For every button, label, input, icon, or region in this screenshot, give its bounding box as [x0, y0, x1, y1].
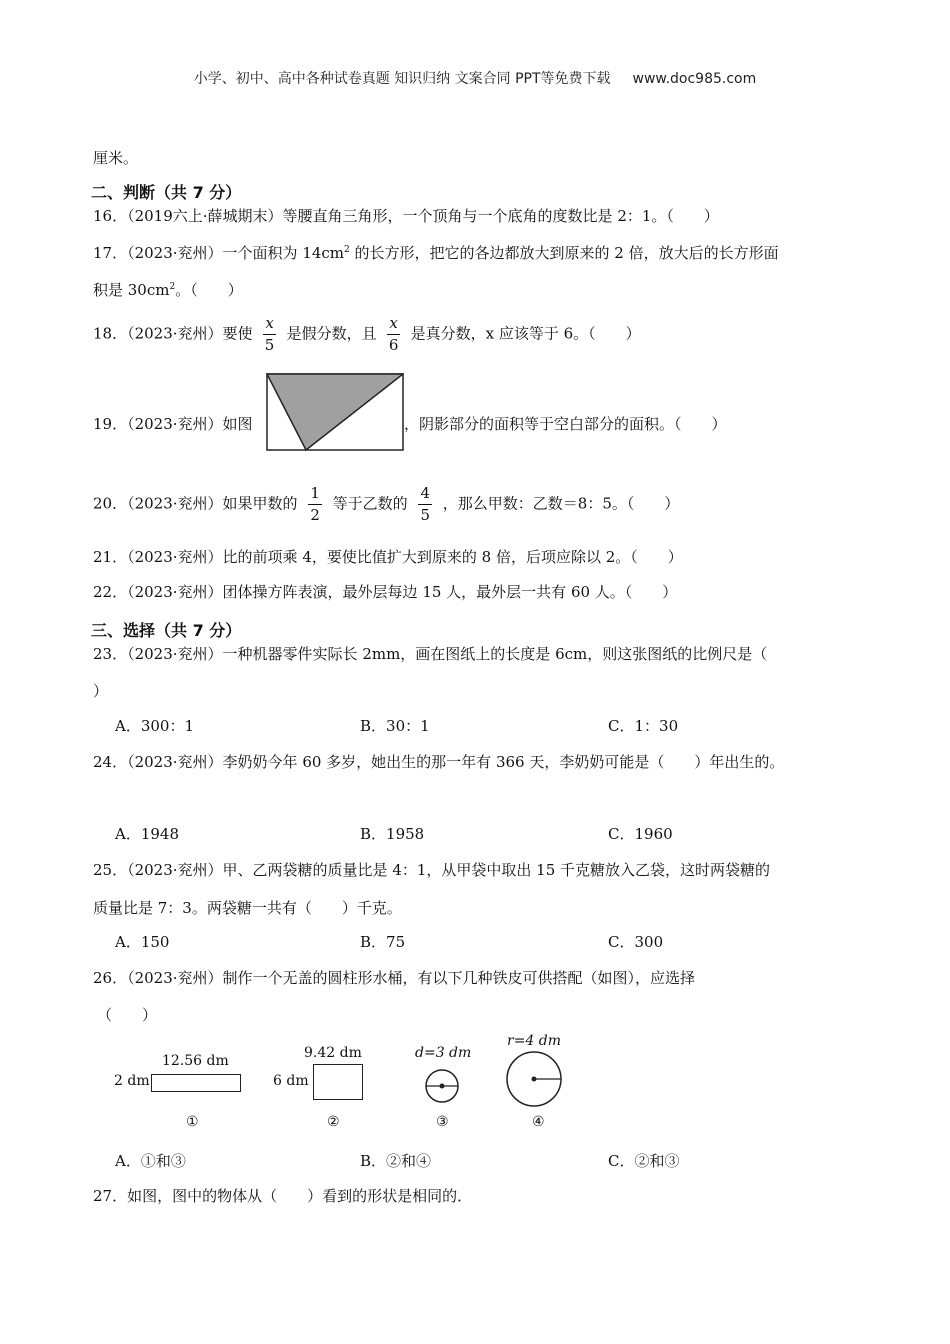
- q18-number: 18．: [93, 324, 128, 343]
- q25-source: （2023·兖州）: [127, 861, 223, 879]
- q26-option-c[interactable]: C．②和③: [608, 1152, 680, 1170]
- fig1-rectangle: [151, 1074, 241, 1092]
- question-24: [93, 751, 784, 772]
- q18-frac2-denominator: 6: [388, 336, 399, 354]
- q26-option-b[interactable]: B．②和④: [360, 1152, 432, 1170]
- q22-number: 22．: [93, 583, 128, 601]
- q21-source: （2023·兖州）: [127, 548, 223, 566]
- q24-option-c[interactable]: C．1960: [608, 825, 673, 843]
- q17-line2-a: 积是 30cm: [93, 281, 170, 299]
- fig4-top-label: r=4 dm: [507, 1033, 562, 1049]
- q18-mid: 是假分数，且: [286, 324, 377, 343]
- header-url[interactable]: www.doc985.com: [632, 71, 757, 87]
- question-16: [93, 205, 719, 226]
- question-23-line1: [93, 643, 767, 664]
- question-17-line2: [93, 279, 243, 300]
- q20-mid: 等于乙数的: [332, 494, 408, 513]
- fig4-mark: ④: [532, 1114, 545, 1130]
- q25-number: 25．: [93, 861, 128, 879]
- q18-fraction-1: [263, 316, 275, 353]
- q27-number: 27．: [93, 1187, 128, 1205]
- q17-line2-b: 。（ ）: [175, 281, 243, 299]
- q16-text: 等腰直角三角形，一个顶角与一个底角的度数比是 2：1。（ ）: [282, 207, 719, 225]
- q24-option-a[interactable]: A．1948: [115, 825, 180, 843]
- q23-source: （2023·兖州）: [127, 645, 223, 663]
- q25-text: 甲、乙两袋糖的质量比是 4：1，从甲袋中取出 15 千克糖放入乙袋，这时两袋糖的: [222, 861, 771, 879]
- q18-fraction-2: [387, 316, 399, 353]
- fig3-top-label: d=3 dm: [415, 1045, 472, 1061]
- section-2-title: 二、判断（共 7 分）: [91, 183, 242, 202]
- fig3-circle: [424, 1068, 460, 1104]
- q24-source: （2023·兖州）: [127, 753, 223, 771]
- question-17-line1: [93, 242, 779, 263]
- question-25-line1: [93, 859, 770, 880]
- q18-post: 是真分数，x 应该等于 6。（ ）: [410, 324, 641, 343]
- section-3-title: 三、选择（共 7 分）: [91, 621, 242, 640]
- question-22: [93, 581, 677, 602]
- q24-text: 李奶奶今年 60 多岁，她出生的那一年有 366 天，李奶奶可能是（ ）年出生的。: [222, 753, 785, 771]
- q19-source: （2023·兖州）: [127, 415, 223, 433]
- previous-line: 厘米。: [93, 149, 139, 167]
- fig2-rectangle: [313, 1064, 363, 1100]
- q20-frac2-denominator: 5: [420, 506, 431, 524]
- q20-fraction-1: [308, 486, 322, 523]
- header-text: 小学、初中、高中各种试卷真题 知识归纳 文案合同 PPT等免费下载: [193, 71, 611, 87]
- q20-frac1-numerator: 1: [308, 486, 322, 505]
- q20-post: ，那么甲数：乙数＝8：5。（ ）: [442, 494, 680, 513]
- fig3-mark: ③: [436, 1114, 449, 1130]
- q25-line2: 质量比是 7：3。两袋糖一共有（ ）千克。: [93, 899, 402, 917]
- q20-frac1-denominator: 2: [310, 506, 320, 524]
- q18-source: （2023·兖州）: [127, 324, 223, 343]
- question-26-line1: [93, 967, 695, 988]
- question-19-pre: [93, 413, 253, 434]
- question-21: [93, 546, 683, 567]
- q18-frac2-numerator: x: [387, 316, 399, 335]
- q21-text: 比的前项乘 4，要使比值扩大到原来的 8 倍，后项应除以 2。（ ）: [222, 548, 683, 566]
- q19-rectangle-figure: [266, 373, 404, 451]
- q20-fraction-2: [418, 486, 432, 523]
- fig2-side-label: 6 dm: [273, 1073, 309, 1089]
- q23-line2: ）: [93, 682, 109, 700]
- q26-line2: （ ）: [97, 1006, 158, 1024]
- q19-number: 19．: [93, 415, 128, 433]
- q25-option-c[interactable]: C．300: [608, 933, 664, 951]
- q23-number: 23．: [93, 645, 128, 663]
- q26-number: 26．: [93, 969, 128, 987]
- q25-option-a[interactable]: A．150: [115, 933, 170, 951]
- q22-text: 团体操方阵表演，最外层每边 15 人，最外层一共有 60 人。（ ）: [222, 583, 678, 601]
- q24-option-b[interactable]: B．1958: [360, 825, 425, 843]
- q24-number: 24．: [93, 753, 128, 771]
- q20-pre: 如果甲数的: [222, 494, 298, 513]
- q23-option-c[interactable]: C．1：30: [608, 717, 679, 735]
- q17-superscript: 2: [344, 245, 350, 255]
- q25-option-b[interactable]: B．75: [360, 933, 406, 951]
- question-20: [93, 486, 679, 523]
- q21-number: 21．: [93, 548, 128, 566]
- q26-text: 制作一个无盖的圆柱形水桶，有以下几种铁皮可供搭配（如图），应选择: [222, 969, 696, 987]
- q26-source: （2023·兖州）: [127, 969, 223, 987]
- q17-source: （2023·兖州）: [127, 244, 223, 262]
- q23-option-a[interactable]: A．300：1: [115, 717, 195, 735]
- q23-option-b[interactable]: B．30：1: [360, 717, 430, 735]
- q19-post: ，阴影部分的面积等于空白部分的面积。（ ）: [404, 415, 727, 433]
- fig3-center-dot: [440, 1084, 445, 1089]
- q18-pre: 要使: [222, 324, 253, 343]
- q22-source: （2023·兖州）: [127, 583, 223, 601]
- q26-option-a[interactable]: A．①和③: [115, 1152, 186, 1170]
- fig1-mark: ①: [186, 1114, 199, 1130]
- q18-frac1-denominator: 5: [264, 336, 275, 354]
- q18-frac1-numerator: x: [263, 316, 275, 335]
- q23-text: 一种机器零件实际长 2mm，画在图纸上的长度是 6cm，则这张图纸的比例尺是（: [222, 645, 768, 663]
- page-header: [0, 68, 950, 88]
- q20-source: （2023·兖州）: [127, 494, 223, 513]
- q20-number: 20．: [93, 494, 128, 513]
- q16-source: （2019六上·薛城期末）: [127, 207, 283, 225]
- fig4-circle: [505, 1050, 563, 1108]
- fig1-top-label: 12.56 dm: [162, 1053, 229, 1069]
- fig2-top-label: 9.42 dm: [304, 1045, 362, 1061]
- q16-number: 16．: [93, 207, 128, 225]
- fig1-side-label: 2 dm: [114, 1073, 150, 1089]
- q17-text-b: 的长方形，把它的各边都放大到原来的 2 倍，放大后的长方形面: [349, 244, 779, 262]
- q17-number: 17．: [93, 244, 128, 262]
- fig2-mark: ②: [327, 1114, 340, 1130]
- q20-frac2-numerator: 4: [418, 486, 432, 505]
- fig4-center-dot: [532, 1077, 537, 1082]
- question-27: [93, 1185, 472, 1206]
- q19-pre: 如图: [222, 415, 253, 433]
- q17-superscript-2: 2: [169, 282, 176, 292]
- question-18: [93, 316, 641, 353]
- q27-text: 如图，图中的物体从（ ）看到的形状是相同的．: [127, 1187, 473, 1205]
- q17-text-a: 一个面积为 14cm: [222, 244, 345, 262]
